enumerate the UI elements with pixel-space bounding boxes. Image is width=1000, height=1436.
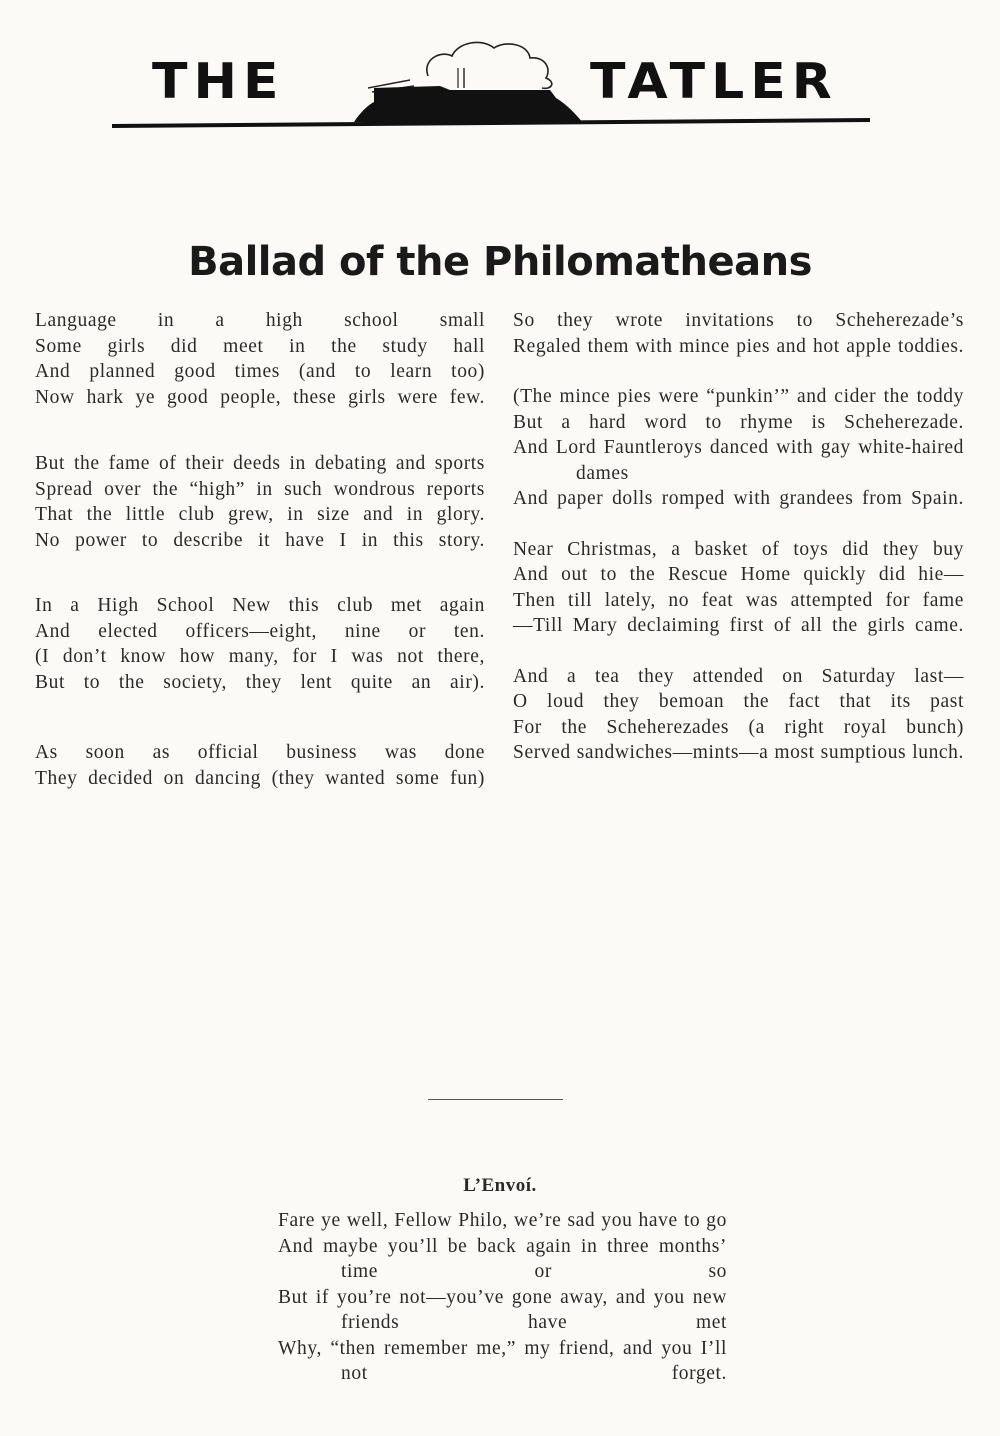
verse-line: (I don’t know how many, for I was not there, <box>35 646 485 667</box>
stanza <box>35 308 485 410</box>
verse-line: Spread over the “high” in such wondrous reports <box>35 478 485 500</box>
page-title: Ballad of the Philomatheans <box>188 239 812 285</box>
verse-line: As soon as official business was done <box>35 742 485 763</box>
verse-line: And maybe you’ll be back again in three months’ time or so <box>278 1235 727 1282</box>
stanza <box>35 740 485 791</box>
verse-line: But if you’re not—you’ve gone away, and you new friends have met <box>278 1286 727 1333</box>
verse-line: Some girls did meet in the study hall <box>35 335 485 357</box>
verse-line: So they wrote invitations to Scheherezade’s <box>513 310 964 331</box>
verse-line: No power to describe it have I in this story. <box>35 529 485 551</box>
verse-line: Near Christmas, a basket of toys did they buy <box>513 538 964 560</box>
left-column <box>35 308 485 791</box>
verse-line: Fare ye well, Fellow Philo, we’re sad you have to go <box>278 1210 727 1231</box>
stanza <box>513 384 964 512</box>
envoi-stanza <box>278 1208 727 1387</box>
verse-line: Why, “then remember me,” my friend, and you I’ll not forget. <box>278 1337 727 1384</box>
verse-line: O loud they bemoan the fact that its past <box>513 691 964 712</box>
verse-line: Regaled them with mince pies and hot apple toddies. <box>513 335 964 357</box>
stanza <box>35 593 485 695</box>
envoi-title: L’Envoí. <box>463 1175 537 1196</box>
verse-line: And Lord Fauntleroys danced with gay white-haired dames <box>513 437 964 484</box>
verse-line: Then till lately, no feat was attempted for fame <box>513 589 964 611</box>
verse-line: Language in a high school small <box>35 310 485 331</box>
section-divider <box>428 1099 563 1100</box>
verse-line: (The mince pies were “punkin’” and cider the toddy <box>513 386 964 407</box>
verse-line: But a hard word to rhyme is Scheherezade. <box>513 411 964 433</box>
verse-line: And a tea they attended on Saturday last— <box>513 665 964 687</box>
verse-line: Served sandwiches—mints—a most sumptious lunch. <box>513 742 964 763</box>
verse-line: And planned good times (and to learn too) <box>35 361 485 382</box>
right-column <box>513 308 964 766</box>
verse-line: And elected officers—eight, nine or ten. <box>35 620 485 642</box>
verse-line: —Till Mary declaiming first of all the girls came. <box>513 615 964 636</box>
verse-line: In a High School New this club met again <box>35 595 485 616</box>
verse-line: And paper dolls romped with grandees from Spain. <box>513 488 964 509</box>
stanza <box>35 451 485 553</box>
masthead-the: THE <box>152 53 285 111</box>
verse-line: Now hark ye good people, these girls were few. <box>35 386 485 408</box>
masthead-tatler: TATLER <box>590 53 838 111</box>
verse-line: For the Scheherezades (a right royal bunch) <box>513 716 964 738</box>
verse-line: They decided on dancing (they wanted some fun) <box>35 767 485 789</box>
verse-line: But to the society, they lent quite an air). <box>35 671 485 693</box>
verse-line: But the fame of their deeds in debating and sports <box>35 453 485 474</box>
stanza <box>513 308 964 359</box>
stanza <box>513 537 964 639</box>
verse-line: And out to the Rescue Home quickly did hie— <box>513 564 964 585</box>
verse-line: That the little club grew, in size and in glory. <box>35 504 485 525</box>
stanza <box>513 664 964 766</box>
masthead <box>110 38 872 130</box>
